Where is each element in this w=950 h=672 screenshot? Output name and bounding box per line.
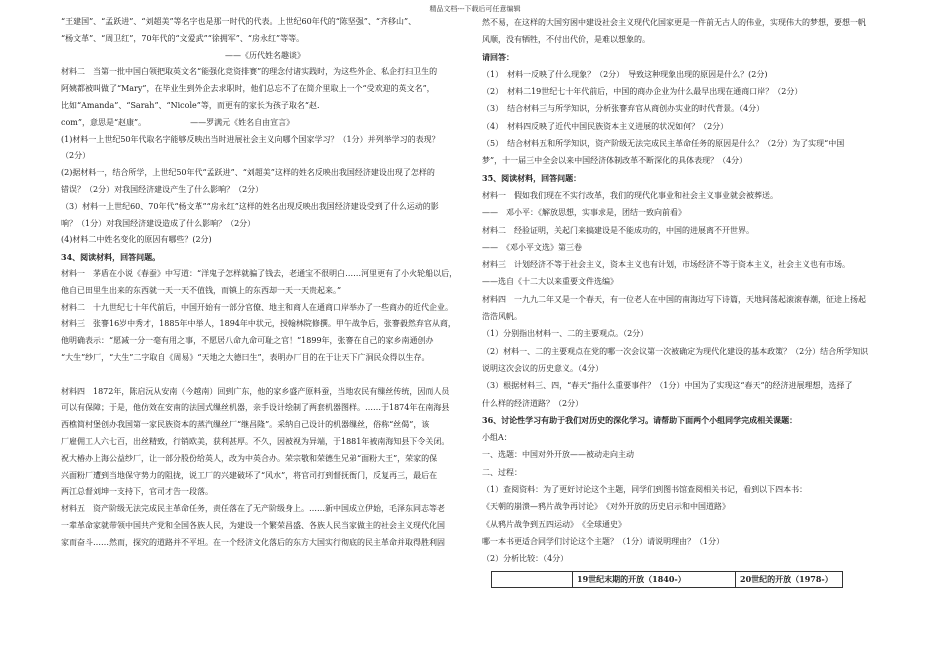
question-line: （1） 材料一反映了什么现象？（2分） 导致这种现象出现的原因是什么？(2分): [482, 69, 768, 79]
text-line: 祝大椿办上海公益纱厂，让一部分股份给英人，改为中英合办。荣宗敬和荣德生兄弟“面粉大王”，荣家的保: [61, 453, 438, 463]
question-line: 什么样的经济道路？（2分）: [482, 398, 584, 408]
question-line: （2） 材料二19世纪七十年代前后，中国的商办企业为什么最早出现在通商口岸？（2分）: [482, 87, 803, 97]
text-line: 厂雇佣工人六七百，出丝精致，行销欧美，获利甚厚。不久，因被视为异端，于1881年被南海知县下令关闭。: [61, 436, 450, 446]
text-line: 材料一 假如我们现在不实行改革，我们的现代化事业和社会主义事业就会被葬送。: [482, 190, 778, 200]
text-line: 《天朝的崩溃—鸦片战争再讨论》 《对外开放的历史启示和中国道路》: [482, 502, 730, 512]
section-heading-35: 35、阅读材料，回答问题：: [482, 172, 582, 183]
question-line: （3）根据材料三、四，“春天”指什么重要事件？（1分）中国为了实现这“春天”的经济进展理想，选择了: [482, 381, 853, 391]
text-line: 比如“Amanda”、“Sarah”、“Nicole”等，而更有的家长为孩子取名“赵.: [61, 100, 320, 110]
text-line: 材料三 计划经济不等于社会主义，资本主义也有计划，市场经济不等于资本主义，社会主义也有市场。: [482, 260, 850, 270]
text-line: （1）查阅资料：为了更好讨论这个主题，同学们到图书馆查阅相关书记，看到以下四本书：: [482, 485, 808, 495]
question-line: （1）分别指出材料一、二的主要观点。（2分）: [482, 329, 649, 339]
question-line: 错误？（2分）对我国经济建设产生了什么影响？（2分）: [61, 184, 264, 194]
text-line: 材料三 张謇16岁中秀才，1885年中举人，1894年中状元，授翰林院修撰。甲午战争后，张謇毅然弃官从商，: [61, 319, 456, 329]
text-line: 家而奋斗……然而，探究的道路并不平坦。在一个经济文化落后的东方大国实行彻底的民主革命并取得胜利固: [61, 537, 445, 547]
question-line: （2分）: [61, 151, 91, 161]
question-line: 梦”，十一届三中全会以来中国经济体制改革不断深化的具体表现？（4分）: [482, 156, 748, 166]
comparison-table: [491, 571, 843, 588]
text-line: 小组A：: [482, 433, 512, 443]
text-line: 《从鸦片战争到五四运动》 《全球通史》: [482, 519, 626, 529]
text-line: 材料二 当第一批中国白领把取英文名“能强化竞资排赛”的理念付诸实践时，为这些外企、私企打扫卫生的: [61, 67, 438, 77]
question-line: (4)材料二中姓名变化的原因有哪些？(2分): [61, 235, 212, 245]
question-line: （2）材料一、二的主要观点在党的哪一次会议第一次被确定为现代化建设的基本政策？（2分）结合所学知识: [482, 346, 869, 356]
left-column: [61, 14, 469, 552]
text-line: 兴面粉厂遭到当地保守势力的阻拢，说工厂的兴建破坏了“风水”，将官司打到督抚衙门，反复再三，最后在: [61, 470, 438, 480]
page-header: 精品文档---下载后可任意编辑: [429, 5, 521, 13]
text-line: 西樵简村堡创办我国第一家民族资本的蒸汽缫丝厂“继昌隆”。采纳自己设计的机器缫丝，俗称“丝偈”，该: [61, 420, 430, 430]
citation: ——《历代姓名趣谈》: [225, 50, 305, 60]
text-line: “杨文革”、“周卫红”，70年代的“文爱武”“徐拥军”、“房永红”等等。: [61, 33, 305, 43]
text-line: ——选自《十二大以来重要文件选编》: [482, 277, 618, 287]
text-line: 材料二 十九世纪七十年代前后，中国开始有一部分官僚、地主和商人在通商口岸举办了一些商办的近代企业。: [61, 302, 453, 312]
text-line: 材料四 1872年，陈启沅从安南（今越南）回到广东，他的家乡盛产原料蚕，当地农民有缫丝传统，因而人员: [61, 386, 450, 396]
text-line: 风顺，没有牺牲，不付出代价，是难以想象的。: [482, 35, 650, 45]
text-line: 材料二 经验证明，关起门来搞建设是不能成功的，中国的进展离不开世界。: [482, 225, 754, 235]
text-line: 他明确表示：“愿减一分一毫有用之事，不愿居八命九命可耻之官！”1899年，张謇在自己的家乡南通创办: [61, 336, 434, 346]
text-line: —— 《邓小平文选》第三卷: [482, 242, 582, 252]
table-row: [492, 571, 843, 587]
text-line: 可以有保障；于是，他仿效在安南的法国式缫丝机器，亲手设计绘制了两套机器图样。……于1874年在南海县: [61, 403, 450, 413]
section-heading-36: 36、讨论性学习有助于我们对历史的深化学习。请帮助下面两个小组同学完成相关课题：: [482, 414, 798, 425]
question-line: （2）分析比较：（4分）: [482, 554, 569, 564]
text-line: 一、选题：中国对外开放——被动走向主动: [482, 450, 634, 460]
text-line: 他自已田里生出来的东西就一天一天不值钱，而镇上的东西却一天一天贵起来。”: [61, 285, 342, 295]
question-line: (1)材料一上世纪50年代取名字能够反映出当时进展社会主义向哪个国家学习？（1分）并列举学习的表现？: [61, 134, 440, 144]
text-line: 材料五 资产阶级无法完成民主革命任务，责任落在了无产阶级身上。……新中国成立伊始，毛泽东同志等老: [61, 504, 445, 514]
text-line: 材料四 一九九二年又是一个春天，有一位老人在中国的南海边写下诗篇，天地间荡起滚滚春潮，征途上扬起: [482, 294, 866, 304]
text-line: 二、过程：: [482, 467, 522, 477]
section-heading-34: 34、阅读材料，回答问题。: [61, 252, 161, 263]
table-cell: 20世纪的开放（1978-）: [736, 571, 843, 587]
table-cell: [492, 571, 573, 587]
question-line: （3） 结合材料三与所学知识，分析张謇弃官从商创办实业的时代背景。（4分）: [482, 104, 765, 114]
answer-prompt: 请回答：: [482, 51, 514, 62]
right-column: [482, 14, 892, 588]
text-line: “王建国”、“孟跃进”、“刘超美”等名字也是那一时代的代表。上世纪60年代的“陈坚强”、“齐移山”、: [61, 17, 417, 26]
text-line: 然不易，在这样的大国穷困中建设社会主义现代化国家更是一件前无古人的伟业，实现伟大的梦想，要想一帆: [482, 18, 866, 27]
text-line: 一辈革命家就带领中国共产党和全国各族人民，为建设一个繁荣昌盛、各族人民当家做主的社会主义现代化国: [61, 520, 445, 530]
question-line: 哪一本书更适合同学们讨论这个主题？（1分）请说明理由？（1分）: [482, 536, 725, 546]
text-line: 浩浩风帆。: [482, 312, 522, 322]
question-line: （3）材料一上世纪60、70年代“杨文革”“房永红”这样的姓名出现反映出我国经济建设受到了什么运动的影: [61, 201, 439, 211]
table-cell: 19世纪末期的开放（1840-）: [573, 571, 736, 587]
text-line: “大生”纱厂，“大生”二字取自《周易》“天地之大德曰生”，表明办厂目的在于让天下广洞民众得以生存。: [61, 352, 430, 362]
question-line: （5） 结合材料五和所学知识，资产阶级无法完成民主革命任务的原因是什么？（2分）为了实现“中国: [482, 139, 845, 149]
blank-line: [61, 367, 469, 384]
text-line: 阿姨都被叫做了“Mary”，在毕业生到外企去求职时，他们总忘不了在简介里取上一个“受欢迎的英文名”，: [61, 84, 435, 94]
question-line: (2)据材料一，结合所学，上世纪50年代“孟跃进”、“刘超美”这样的姓名反映出我国经济建设出现了怎样的: [61, 168, 435, 178]
text-line: 材料一 茅盾在小说《春蚕》中写道：“洋鬼子怎样就骗了钱去，老通宝不很明白……河里更有了小火轮船以后，: [61, 268, 458, 278]
question-line: 响？（1分）对我国经济建设造成了什么影响？（2分）: [61, 218, 256, 228]
text-line: com”，意思是“赵康”。 ——罗满元《姓名自由宣言》: [61, 117, 295, 127]
text-line: 两江总督刘坤一支持下，官司才告一段落。: [61, 487, 213, 497]
question-line: （4） 材料四反映了近代中国民族资本主义进展的状况如何？（2分）: [482, 121, 729, 131]
text-line: —— 邓小平：《解放思想，实事求是，团结一致向前看》: [482, 208, 686, 218]
question-line: 说明这次会议的历史意义。（4分）: [482, 363, 604, 373]
